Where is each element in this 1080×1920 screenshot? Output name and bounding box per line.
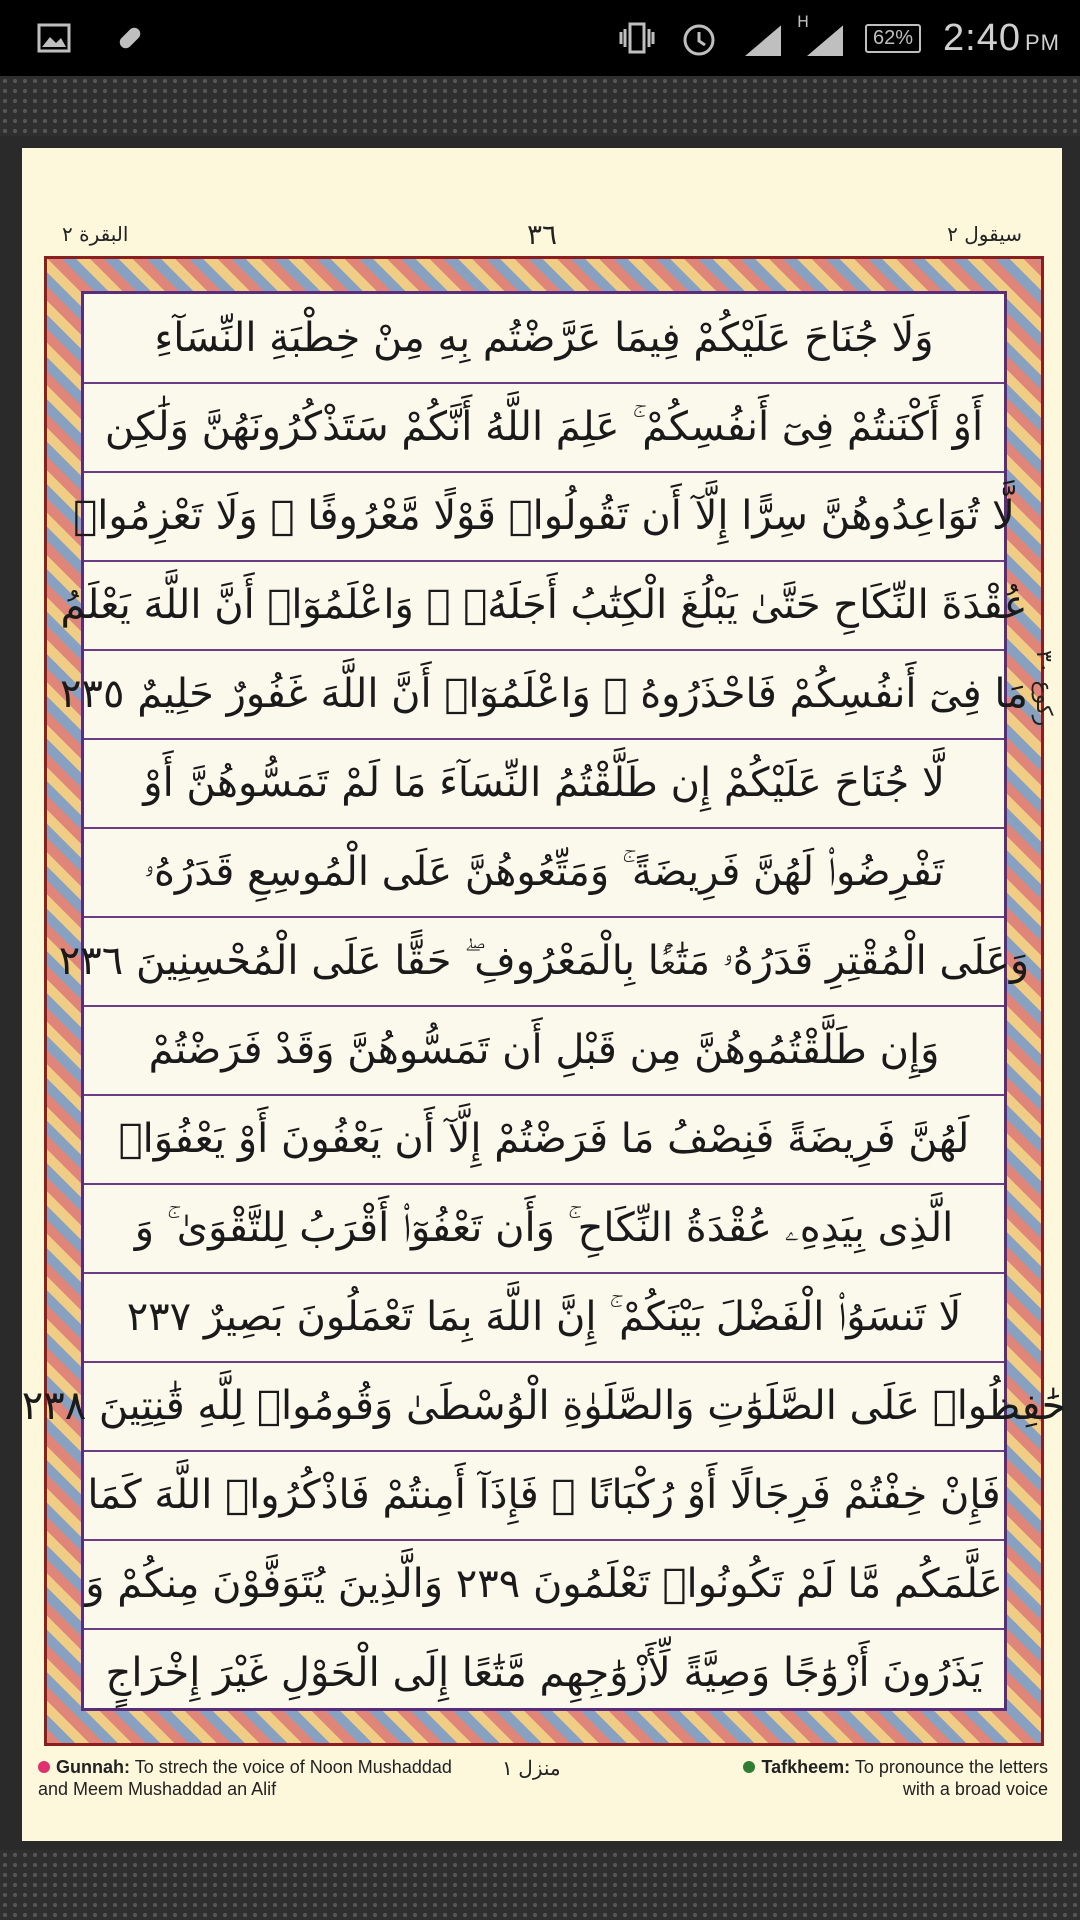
clock: 2:40 PM	[943, 16, 1060, 59]
top-pattern-band	[0, 76, 1080, 136]
verse-line: يَذَرُونَ أَزْوَٰجًا وَصِيَّةً لِّأَزْوَٰجِهِم مَّتَٰعًا إِلَى الْحَوْلِ غَيْرَ إِخْرَاجٍ	[105, 1650, 983, 1696]
verse-line: فَإِنْ خِفْتُمْ فَرِجَالًا أَوْ رُكْبَانًا ۖ فَإِذَآ أَمِنتُمْ فَاذْكُرُوا۟ اللَّهَ كَمَا	[84, 1451, 1004, 1541]
verse-line: لَهُنَّ فَرِيضَةً فَنِصْفُ مَا فَرَضْتُمْ إِلَّآ أَن يَعْفُونَ أَوْ يَعْفُوَا۟	[84, 1095, 1004, 1185]
verse-line: وَلَا جُنَاحَ عَلَيْكُمْ فِيمَا عَرَّضْتُم بِهِ مِنْ خِطْبَةِ النِّسَآءِ	[84, 294, 1004, 384]
page-number: ٣٦	[526, 218, 558, 251]
battery-indicator: 62%	[865, 24, 921, 53]
tafkheem-legend: Tafkheem: To pronounce the letters with a broad voice	[728, 1756, 1048, 1800]
quran-page[interactable]	[21, 148, 1067, 1841]
gallery-notification-icon	[34, 18, 74, 58]
bottom-pattern-band	[0, 1850, 1080, 1920]
juz-name: سيقول ٢	[947, 222, 1022, 246]
gunnah-legend: Gunnah: To strech the voice of Noon Mushaddad and Meem Mushaddad an Alif	[38, 1757, 452, 1799]
verse-line: عُقْدَةَ النِّكَاحِ حَتَّىٰ يَبْلُغَ الْكِتَٰبُ أَجَلَهُۥ ۚ وَاعْلَمُوٓا۟ أَنَّ اللَّهَ يَعْلَمُ	[84, 561, 1004, 651]
network-type-label: H	[797, 12, 810, 31]
verse-line: لَا تَنسَوُا۟ الْفَضْلَ بَيْنَكُمْ ۚ إِنَّ اللَّهَ بِمَا تَعْمَلُونَ بَصِيرٌ ٢٣٧	[84, 1273, 1004, 1363]
verse-line: وَإِن طَلَّقْتُمُوهُنَّ مِن قَبْلِ أَن تَمَسُّوهُنَّ وَقَدْ فَرَضْتُمْ	[84, 1006, 1004, 1096]
verse-line: تَفْرِضُوا۟ لَهُنَّ فَرِيضَةً ۚ وَمَتِّعُوهُنَّ عَلَى الْمُوسِعِ قَدَرُهُۥ	[84, 828, 1004, 918]
verse-line: الَّذِى بِيَدِهِۦ عُقْدَةُ النِّكَاحِ ۚ وَأَن تَعْفُوٓا۟ أَقْرَبُ لِلتَّقْوَىٰ ۚ وَ	[84, 1184, 1004, 1274]
gunnah-color-dot	[38, 1761, 50, 1773]
page-footer	[32, 1756, 1052, 1826]
pill-app-notification-icon	[110, 18, 150, 58]
verse-line: وَعَلَى الْمُقْتِرِ قَدَرُهُۥ مَتَٰعًۢا بِالْمَعْرُوفِ ۖ حَقًّا عَلَى الْمُحْسِنِينَ ٢٣٦	[84, 917, 1004, 1007]
surah-name: البقرة ٢	[62, 222, 129, 246]
ruku-marker: ركوع ٣٠	[1031, 650, 1056, 727]
verse-line: أَوْ أَكْنَنتُمْ فِىٓ أَنفُسِكُمْ ۚ عَلِمَ اللَّهُ أَنَّكُمْ سَتَذْكُرُونَهُنَّ وَلَٰكِن	[84, 383, 1004, 473]
verse-line: عَلَّمَكُم مَّا لَمْ تَكُونُوا۟ تَعْلَمُونَ ٢٣٩ وَالَّذِينَ يُتَوَفَّوْنَ مِنكُمْ وَ	[84, 1540, 1004, 1630]
vibrate-icon	[617, 18, 657, 58]
alarm-icon	[679, 18, 719, 58]
tafkheem-color-dot	[743, 1761, 755, 1773]
verse-line: حَٰفِظُوا۟ عَلَى الصَّلَوَٰتِ وَالصَّلَوٰةِ الْوُسْطَىٰ وَقُومُوا۟ لِلَّهِ قَٰنِتِينَ ٢٣٨	[84, 1362, 1004, 1452]
status-bar	[0, 0, 1080, 76]
manzil-label: منزل ١	[502, 1758, 561, 1780]
verse-line: لَّا تُوَاعِدُوهُنَّ سِرًّا إِلَّآ أَن تَقُولُوا۟ قَوْلًا مَّعْرُوفًا ۚ وَلَا تَعْزِمُوا۟	[84, 472, 1004, 562]
verse-line: مَا فِىٓ أَنفُسِكُمْ فَاحْذَرُوهُ ۚ وَاعْلَمُوٓا۟ أَنَّ اللَّهَ غَفُورٌ حَلِيمٌ ٢٣٥	[84, 650, 1004, 740]
signal-h-icon	[797, 12, 843, 58]
signal-icon	[741, 18, 781, 58]
verse-line: لَّا جُنَاحَ عَلَيْكُمْ إِن طَلَّقْتُمُ النِّسَآءَ مَا لَمْ تَمَسُّوهُنَّ أَوْ	[84, 739, 1004, 829]
decorative-border	[21, 256, 1067, 1746]
